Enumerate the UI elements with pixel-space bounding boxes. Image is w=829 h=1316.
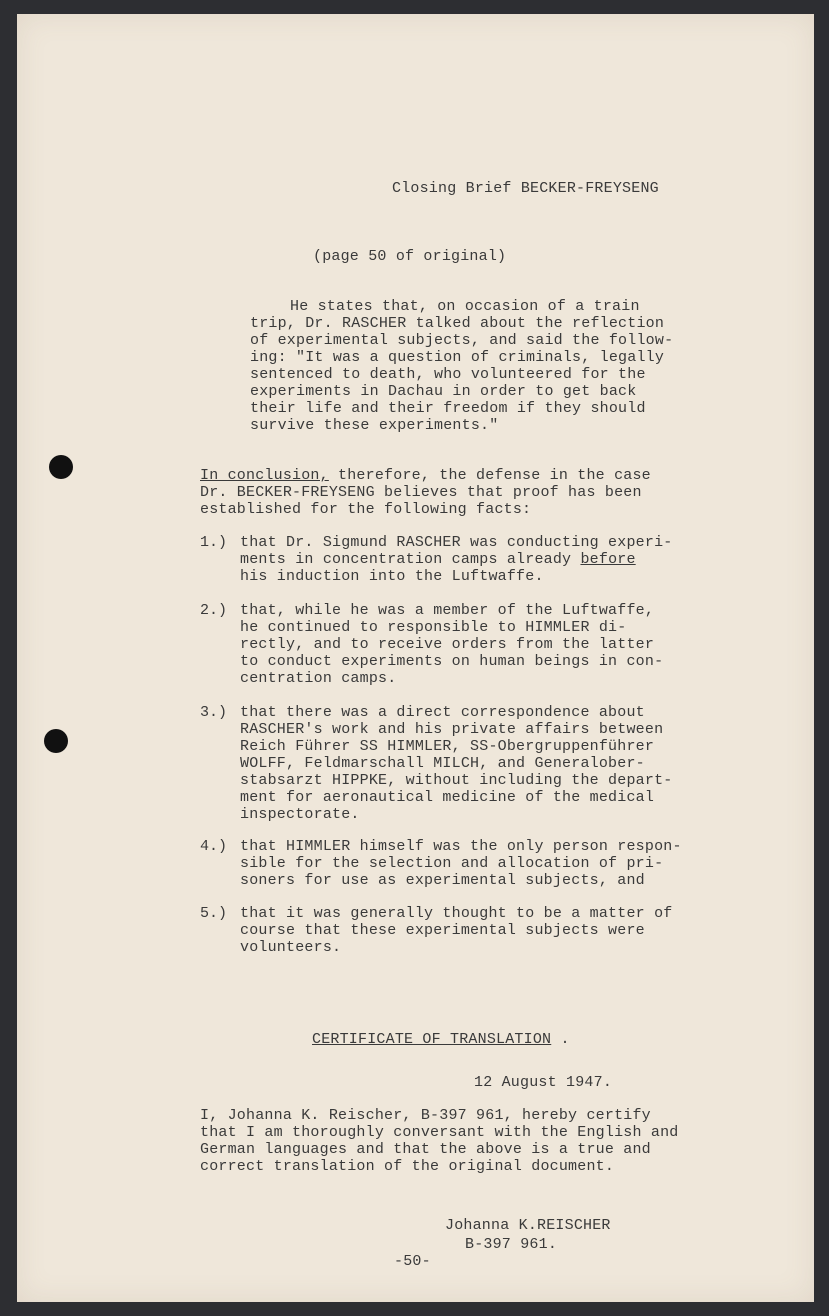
punch-hole [49, 455, 73, 479]
conclusion-lead-underlined: In conclusion, [200, 467, 329, 484]
fact-line: course that these experimental subjects were [240, 922, 645, 939]
emphasis-before: before [580, 551, 636, 568]
quote-line: survive these experiments." [250, 417, 499, 434]
quote-line: sentenced to death, who volunteered for the [250, 366, 646, 383]
conclusion-lead-rest: therefore, the defense in the case [328, 467, 651, 484]
fact-line: Reich Führer SS HIMMLER, SS-Obergruppenführer [240, 738, 655, 755]
certificate-date: 12 August 1947. [474, 1074, 613, 1091]
certificate-heading-suffix: . [551, 1031, 570, 1048]
signature-name: Johanna K.REISCHER [445, 1217, 611, 1234]
fact-line: inspectorate. [240, 806, 360, 823]
fact-number: 3.) [200, 704, 228, 721]
punch-hole [44, 729, 68, 753]
certificate-line: correct translation of the original document. [200, 1158, 615, 1175]
fact-line: that there was a direct correspondence about [240, 704, 645, 721]
fact-line: his induction into the Luftwaffe. [240, 568, 544, 585]
fact-number: 4.) [200, 838, 228, 855]
fact-line: to conduct experiments on human beings in con- [240, 653, 664, 670]
page-reference: (page 50 of original) [313, 248, 507, 265]
fact-line: volunteers. [240, 939, 342, 956]
fact-line: that Dr. Sigmund RASCHER was conducting experi- [240, 534, 673, 551]
page-number: -50- [394, 1253, 431, 1270]
quote-line: He states that, on occasion of a train [290, 298, 640, 315]
fact-line: that HIMMLER himself was the only person respon- [240, 838, 682, 855]
fact-line: he continued to responsible to HIMMLER di- [240, 619, 627, 636]
quote-line: trip, Dr. RASCHER talked about the reflection [250, 315, 665, 332]
certificate-line: I, Johanna K. Reischer, B-397 961, hereby certify [200, 1107, 651, 1124]
quote-line: experiments in Dachau in order to get back [250, 383, 637, 400]
conclusion-line: established for the following facts: [200, 501, 532, 518]
fact-line: rectly, and to receive orders from the latter [240, 636, 655, 653]
fact-number: 5.) [200, 905, 228, 922]
certificate-heading [312, 1031, 570, 1048]
fact-number: 2.) [200, 602, 228, 619]
quote-line: of experimental subjects, and said the follow- [250, 332, 674, 349]
fact-line: WOLFF, Feldmarschall MILCH, and Generalober- [240, 755, 645, 772]
document-title: Closing Brief BECKER-FREYSENG [392, 180, 659, 197]
certificate-line: German languages and that the above is a true and [200, 1141, 651, 1158]
certificate-line: that I am thoroughly conversant with the English and [200, 1124, 679, 1141]
fact-line: that, while he was a member of the Luftwaffe, [240, 602, 655, 619]
fact-line: centration camps. [240, 670, 397, 687]
fact-line: ment for aeronautical medicine of the medical [240, 789, 655, 806]
quote-line: ing: "It was a question of criminals, legally [250, 349, 665, 366]
signature-id: B-397 961. [465, 1236, 558, 1253]
conclusion-line: Dr. BECKER-FREYSENG believes that proof has been [200, 484, 642, 501]
fact-number: 1.) [200, 534, 228, 551]
certificate-heading-text: CERTIFICATE OF TRANSLATION [312, 1031, 552, 1048]
conclusion-lead [200, 467, 651, 484]
fact-line: soners for use as experimental subjects, and [240, 872, 645, 889]
fact-line: that it was generally thought to be a matter of [240, 905, 673, 922]
quote-line: their life and their freedom if they should [250, 400, 646, 417]
fact-line: stabsarzt HIPPKE, without including the depart- [240, 772, 673, 789]
fact-line: RASCHER's work and his private affairs between [240, 721, 664, 738]
fact-line: sible for the selection and allocation of pri- [240, 855, 664, 872]
fact-line: ments in concentration camps already before [240, 551, 636, 568]
